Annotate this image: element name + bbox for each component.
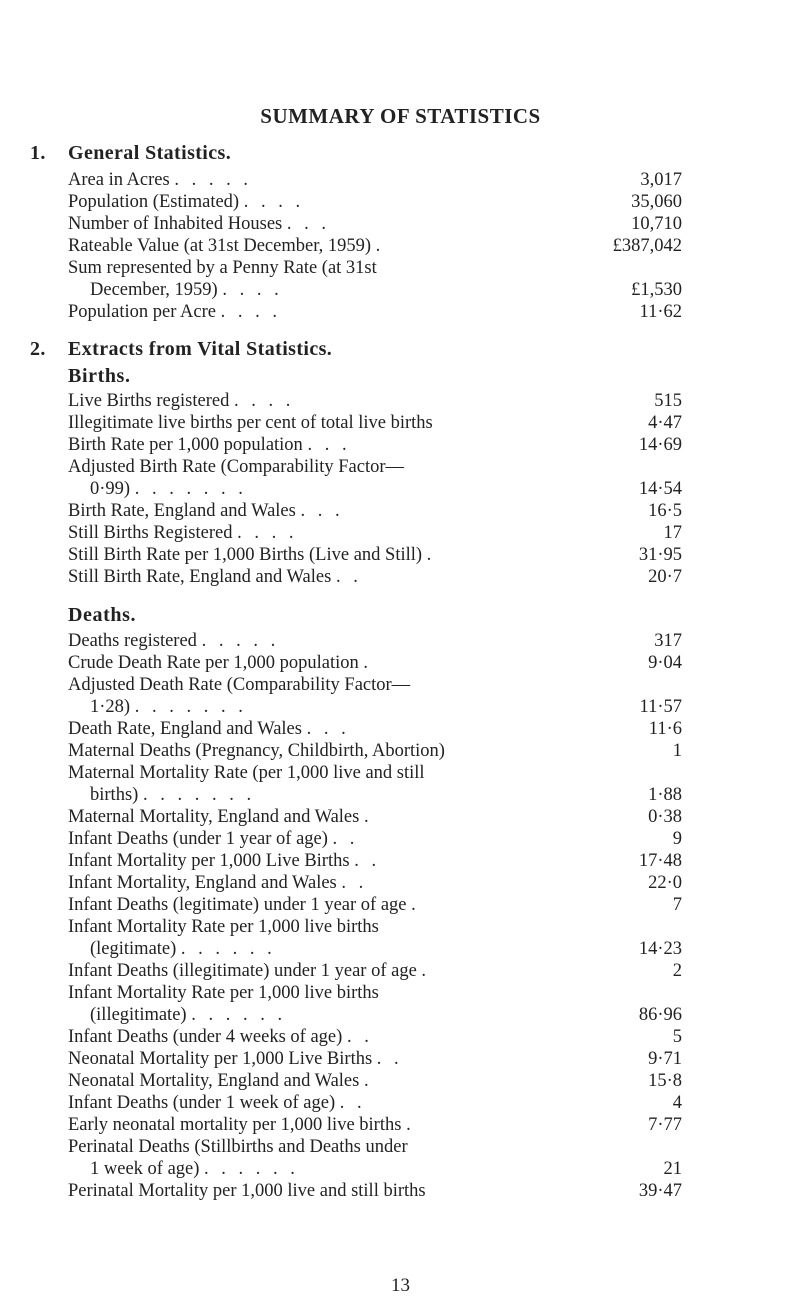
stat-label: Infant Deaths (illegitimate) under 1 year of age <box>68 961 417 981</box>
stat-value: 14·69 <box>638 435 682 455</box>
leader-dots: . <box>426 545 436 565</box>
stat-row <box>68 1180 682 1202</box>
stat-row <box>68 740 682 762</box>
stat-label: Infant Mortality per 1,000 Live Births <box>68 851 350 871</box>
stat-label: Maternal Mortality Rate (per 1,000 live and still <box>68 763 425 783</box>
stat-row <box>68 894 682 916</box>
stat-label: Adjusted Birth Rate (Comparability Factor— <box>68 457 405 477</box>
stat-row <box>68 674 682 718</box>
stat-label: Infant Deaths (under 1 year of age) <box>68 829 328 849</box>
stat-row <box>68 257 682 301</box>
leader-dots: . . <box>354 851 381 871</box>
stat-label: Early neonatal mortality per 1,000 live births <box>68 1115 402 1135</box>
leader-dots: . . . <box>286 214 330 234</box>
stat-value: 7·77 <box>648 1115 682 1135</box>
stat-row <box>68 169 682 191</box>
stat-row <box>68 434 682 456</box>
stat-row <box>68 544 682 566</box>
leader-dots: . . . . . . . <box>134 697 247 717</box>
stat-value: 15·8 <box>648 1071 682 1091</box>
stat-row <box>68 1026 682 1048</box>
stat-label: Birth Rate per 1,000 population <box>68 435 303 455</box>
leader-dots: . <box>363 807 373 827</box>
stat-value: 4 <box>672 1093 682 1113</box>
leader-dots: . . . <box>306 719 350 739</box>
stat-label: Maternal Deaths (Pregnancy, Childbirth, Abortion) <box>68 741 445 761</box>
stat-row <box>68 630 682 652</box>
stat-value: 2 <box>672 961 682 981</box>
stat-row <box>68 456 682 500</box>
stat-label: Sum represented by a Penny Rate (at 31st <box>68 258 377 278</box>
leader-dots: . <box>375 236 385 256</box>
stat-label: Infant Mortality Rate per 1,000 live births <box>68 917 379 937</box>
stat-value: 17·48 <box>638 851 682 871</box>
leader-dots: . <box>411 895 420 915</box>
stat-label: Infant Deaths (under 4 weeks of age) <box>68 1027 343 1047</box>
stat-row <box>68 522 682 544</box>
stat-label-continued: 0·99) <box>90 479 131 499</box>
stat-row <box>68 982 682 1026</box>
section-heading-vital <box>30 338 332 361</box>
leader-dots: . . <box>376 1049 403 1069</box>
leader-dots: . . . . <box>220 302 281 322</box>
page-number: 13 <box>391 1275 410 1296</box>
stat-label: Still Births Registered <box>68 523 233 543</box>
stat-value: 5 <box>672 1027 682 1047</box>
stat-row <box>68 1114 682 1136</box>
stat-row <box>68 718 682 740</box>
stat-label: Birth Rate, England and Wales <box>68 501 296 521</box>
stat-value: 86·96 <box>638 1005 682 1025</box>
leader-dots: . . . <box>307 435 351 455</box>
stat-label: Still Birth Rate, England and Wales <box>68 567 332 587</box>
stat-row <box>68 213 682 235</box>
leader-dots: . . . . . <box>201 631 280 651</box>
stat-label: Illegitimate live births per cent of total live births <box>68 413 433 433</box>
stat-label: Infant Mortality, England and Wales <box>68 873 337 893</box>
stat-value: 3,017 <box>640 170 682 190</box>
stat-label-continued: births) <box>90 785 139 805</box>
stat-label: Perinatal Deaths (Stillbirths and Deaths under <box>68 1137 408 1157</box>
stat-label: Deaths registered <box>68 631 197 651</box>
leader-dots: . . . . <box>222 280 283 300</box>
leader-dots: . . <box>346 1027 373 1047</box>
stat-row <box>68 500 682 522</box>
leader-dots: . . . . . . <box>191 1005 287 1025</box>
leader-dots: . <box>406 1115 415 1135</box>
stat-value: 22·0 <box>648 873 682 893</box>
section-title: General Statistics. <box>68 142 232 164</box>
stat-value: 9·04 <box>648 653 682 673</box>
leader-dots: . . . . <box>243 192 305 212</box>
stat-label: Crude Death Rate per 1,000 population <box>68 653 359 673</box>
stat-row <box>68 872 682 894</box>
stat-row <box>68 301 682 323</box>
stat-label: Neonatal Mortality, England and Wales <box>68 1071 360 1091</box>
leader-dots: . . . . . . <box>180 939 276 959</box>
stat-value: 1 <box>672 741 682 761</box>
stat-value: 20·7 <box>648 567 682 587</box>
stat-label: Adjusted Death Rate (Comparability Factor— <box>68 675 411 695</box>
stat-label: Death Rate, England and Wales <box>68 719 302 739</box>
stat-label: Population (Estimated) <box>68 192 240 212</box>
stat-label: Maternal Mortality, England and Wales <box>68 807 360 827</box>
stat-value: 11·62 <box>639 302 682 322</box>
stat-value: 14·54 <box>638 479 682 499</box>
section-heading-general <box>30 142 231 165</box>
leader-dots: . . <box>339 1093 366 1113</box>
stat-value: 9 <box>672 829 682 849</box>
stat-row <box>68 916 682 960</box>
stat-label: Neonatal Mortality per 1,000 Live Births <box>68 1049 373 1069</box>
stat-value: 17 <box>663 523 682 543</box>
stat-value: 21 <box>663 1159 682 1179</box>
stat-label-continued: December, 1959) <box>90 280 218 300</box>
stat-label-continued: (legitimate) <box>90 939 177 959</box>
section-number: 1. <box>30 142 46 164</box>
stat-row <box>68 960 682 982</box>
stat-row <box>68 762 682 806</box>
stat-value: 14·23 <box>638 939 682 959</box>
leader-dots: . <box>363 653 373 673</box>
stat-value: £1,530 <box>631 280 682 300</box>
stat-row <box>68 806 682 828</box>
stat-label: Infant Deaths (under 1 week of age) <box>68 1093 336 1113</box>
stat-row <box>68 828 682 850</box>
stat-label: Still Birth Rate per 1,000 Births (Live and Still) <box>68 545 423 565</box>
stat-label: Number of Inhabited Houses <box>68 214 283 234</box>
stat-value: 9·71 <box>648 1049 682 1069</box>
stat-value: 10,710 <box>631 214 682 234</box>
stat-label: Perinatal Mortality per 1,000 live and still births <box>68 1181 426 1201</box>
leader-dots: . <box>421 961 431 981</box>
births-heading: Births. <box>68 365 131 387</box>
stat-row <box>68 191 682 213</box>
leader-dots: . . . <box>300 501 344 521</box>
stat-row <box>68 566 682 588</box>
stat-row <box>68 850 682 872</box>
stat-value: 39·47 <box>638 1181 682 1201</box>
leader-dots: . . . . . . . <box>142 785 256 805</box>
stat-value: 0·38 <box>648 807 682 827</box>
leader-dots: . . <box>332 829 359 849</box>
stat-label: Area in Acres <box>68 170 170 190</box>
stat-row <box>68 412 682 434</box>
stat-row <box>68 1070 682 1092</box>
stat-label-continued: (illegitimate) <box>90 1005 187 1025</box>
stat-value: 1·88 <box>648 785 682 805</box>
leader-dots: . <box>363 1071 373 1091</box>
leader-dots: . . . . <box>233 391 295 411</box>
stat-row <box>68 652 682 674</box>
leader-dots: . . . . . . . <box>134 479 247 499</box>
stat-label: Infant Mortality Rate per 1,000 live births <box>68 983 379 1003</box>
stat-label: Population per Acre <box>68 302 216 322</box>
leader-dots: . . <box>341 873 368 893</box>
leader-dots: . . . . . <box>174 170 252 190</box>
stat-value: £387,042 <box>612 236 682 256</box>
stat-row <box>68 390 682 412</box>
section-number: 2. <box>30 338 46 360</box>
page-title: SUMMARY OF STATISTICS <box>260 104 541 128</box>
stat-label: Live Births registered <box>68 391 230 411</box>
stat-label-continued: 1·28) <box>90 697 131 717</box>
stat-label: Infant Deaths (legitimate) under 1 year of age <box>68 895 407 915</box>
stat-value: 7 <box>672 895 682 915</box>
stat-value: 4·47 <box>648 413 682 433</box>
leader-dots: . . . . <box>237 523 298 543</box>
stat-value: 16·5 <box>648 501 682 521</box>
stat-row <box>68 1048 682 1070</box>
stat-row <box>68 1136 682 1180</box>
stat-value: 11·57 <box>639 697 682 717</box>
deaths-heading: Deaths. <box>68 604 137 626</box>
leader-dots: . . . . . . <box>204 1159 299 1179</box>
stat-label: Rateable Value (at 31st December, 1959) <box>68 236 372 256</box>
stat-label-continued: 1 week of age) <box>90 1159 200 1179</box>
stat-value: 35,060 <box>631 192 682 212</box>
section-title: Extracts from Vital Statistics. <box>68 338 333 360</box>
stat-value: 515 <box>654 391 682 411</box>
stat-value: 31·95 <box>638 545 682 565</box>
stat-value: 317 <box>654 631 682 651</box>
stat-row <box>68 235 682 257</box>
stat-row <box>68 1092 682 1114</box>
leader-dots: . . <box>335 567 362 587</box>
stat-value: 11·6 <box>648 719 682 739</box>
